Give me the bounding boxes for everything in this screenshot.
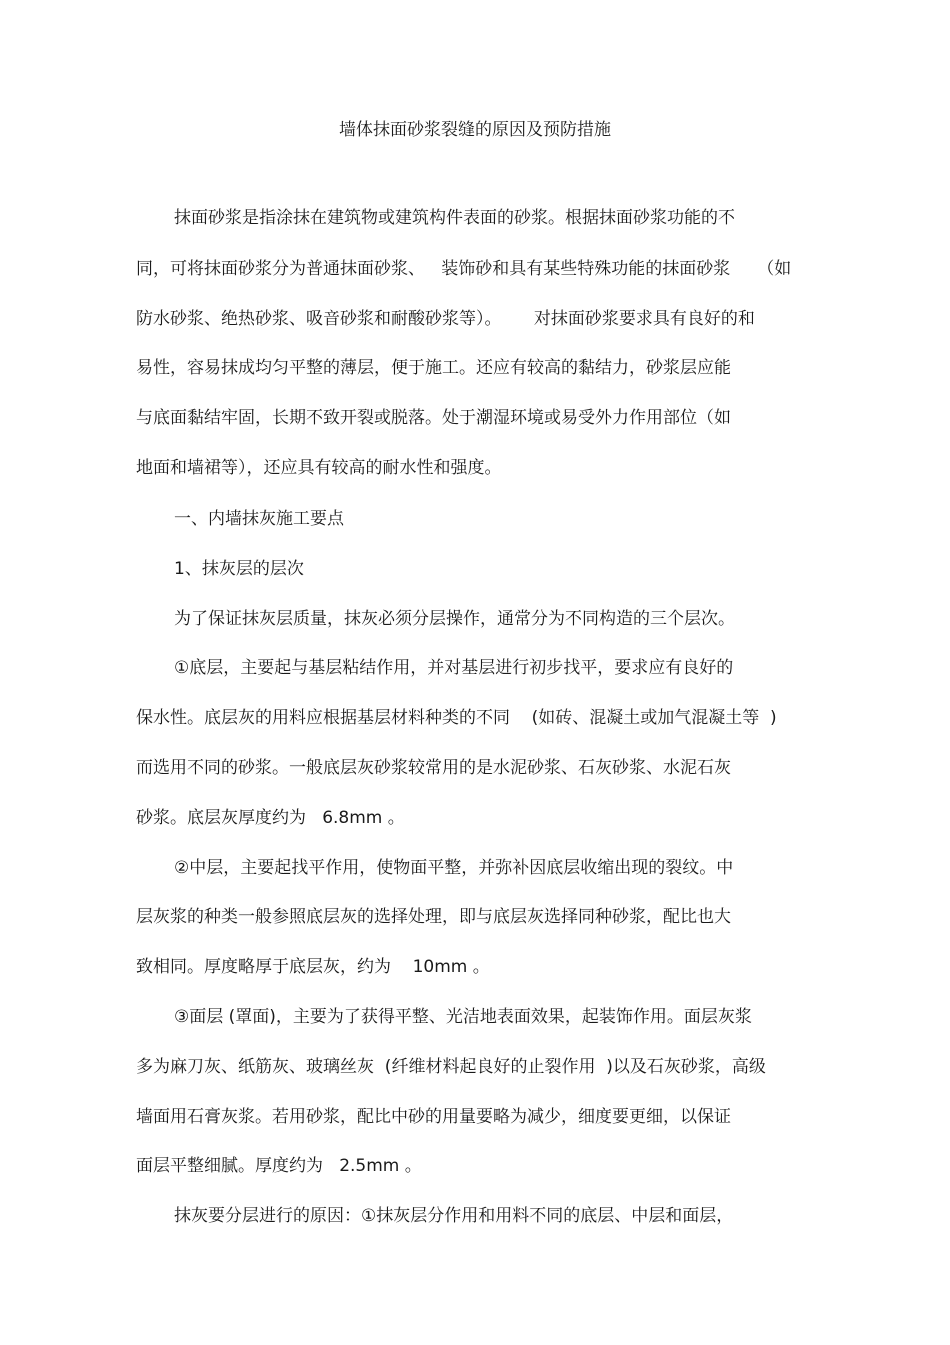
paragraph-line: ②中层，主要起找平作用，使物面平整，并弥补因底层收缩出现的裂纹。中 xyxy=(174,858,734,878)
paragraph-line: 为了保证抹灰层质量，抹灰必须分层操作，通常分为不同构造的三个层次。 xyxy=(174,609,735,629)
paragraph-line: 砂浆。底层灰厚度约为 6.8mm 。 xyxy=(136,808,405,828)
paragraph-line: 面层平整细腻。厚度约为 2.5mm 。 xyxy=(136,1156,422,1176)
paragraph-line: 多为麻刀灰、纸筋灰、玻璃丝灰 (纤维材料起良好的止裂作用 )以及石灰砂浆，高级 xyxy=(136,1057,766,1077)
paragraph-line: 同，可将抹面砂浆分为普通抹面砂浆、 装饰砂和具有某些特殊功能的抹面砂浆 （如 xyxy=(136,259,792,279)
section-heading: 一、内墙抹灰施工要点 xyxy=(174,509,344,529)
paragraph-line: 防水砂浆、绝热砂浆、吸音砂浆和耐酸砂浆等）。 对抹面砂浆要求具有良好的和 xyxy=(136,309,755,329)
paragraph-line: ①底层，主要起与基层粘结作用，并对基层进行初步找平，要求应有良好的 xyxy=(174,658,734,678)
paragraph-line: 保水性。底层灰的用料应根据基层材料种类的不同 (如砖、混凝土或加气混凝土等 ) xyxy=(136,708,777,728)
subsection-heading: 1、抹灰层的层次 xyxy=(174,559,304,579)
paragraph-line: 与底面黏结牢固，长期不致开裂或脱落。处于潮湿环境或易受外力作用部位（如 xyxy=(136,408,731,428)
paragraph-line: 抹面砂浆是指涂抹在建筑物或建筑构件表面的砂浆。根据抹面砂浆功能的不 xyxy=(174,208,735,228)
paragraph-line: 易性，容易抹成均匀平整的薄层，便于施工。还应有较高的黏结力，砂浆层应能 xyxy=(136,358,731,378)
paragraph-line: ③面层 (罩面)，主要为了获得平整、光洁地表面效果，起装饰作用。面层灰浆 xyxy=(174,1007,752,1027)
paragraph-line: 地面和墙裙等），还应具有较高的耐水性和强度。 xyxy=(136,458,502,478)
paragraph-line: 抹灰要分层进行的原因：①抹灰层分作用和用料不同的底层、中层和面层， xyxy=(174,1206,734,1226)
paragraph-line: 致相同。厚度略厚于底层灰，约为 10mm 。 xyxy=(136,957,490,977)
paragraph-line: 而选用不同的砂浆。一般底层灰砂浆较常用的是水泥砂浆、石灰砂浆、水泥石灰 xyxy=(136,758,731,778)
paragraph-line: 墙面用石膏灰浆。若用砂浆，配比中砂的用量要略为减少，细度要更细，以保证 xyxy=(136,1107,731,1127)
document-title: 墙体抹面砂浆裂缝的原因及预防措施 xyxy=(339,120,611,140)
paragraph-line: 层灰浆的种类一般参照底层灰的选择处理，即与底层灰选择同种砂浆，配比也大 xyxy=(136,907,731,927)
